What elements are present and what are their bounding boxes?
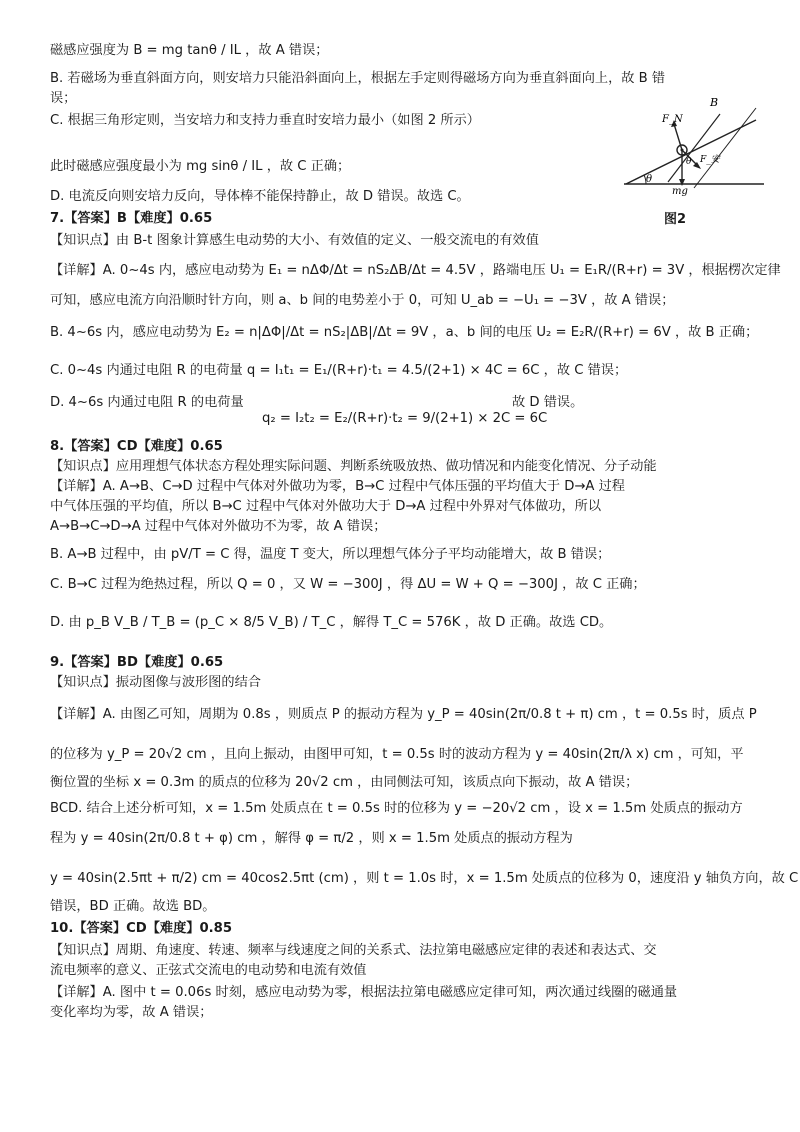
text-line: 衡位置的坐标 x = 0.3m 的质点的位移为 20√2 cm ，由同侧法可知，该质点向下振动，故 A 错误； [50, 775, 639, 790]
text-line: B. A→B 过程中，由 pV/T = C 得，温度 T 变大，所以理想气体分子平均动能增大，故 B 错误； [50, 547, 611, 562]
answer-header-9: 9.【答案】BD【难度】0.65 [50, 655, 224, 670]
knowledge-point-8: 【知识点】应用理想气体状态方程处理实际问题、判断系统吸放热、做功情况和内能变化情况、分子动能 [50, 459, 657, 474]
text-line: 【详解】A. 由图乙可知，周期为 0.8s ，则质点 P 的振动方程为 y_P = 40sin(2π/0.8 t + π) cm ，t = 0.5s 时，质点 P [50, 707, 757, 722]
knowledge-point-7: 【知识点】由 B-t 图象计算感生电动势的大小、有效值的定义、一般交流电的有效值 [50, 233, 539, 248]
answer-header-7: 7.【答案】B【难度】0.65 [50, 211, 213, 226]
text-line: D. 由 p_B V_B / T_B = (p_C × 8/5 V_B) / T_C ，解得 T_C = 576K ，故 D 正确。故选 CD。 [50, 615, 613, 630]
text-line: B. 4~6s 内，感应电动势为 E₂ = n|ΔΦ|/Δt = nS₂|ΔB|/Δt = 9V ，a、b 间的电压 U₂ = E₂R/(R+r) = 6V ，故 B 正确； [50, 325, 759, 340]
text-line: 流电频率的意义、正弦式交流电的电动势和电流有效值 [50, 963, 367, 978]
text-line: 错误，BD 正确。故选 BD。 [50, 899, 216, 914]
formula-line: q₂ = I₂t₂ = E₂/(R+r)·t₂ = 9/(2+1) × 2C = 6C [262, 411, 548, 426]
theta-label: θ [646, 174, 653, 185]
text-line: 【详解】A. 图中 t = 0.06s 时刻，感应电动势为零，根据法拉第电磁感应定律可知，两次通过线圈的磁通量 [50, 985, 678, 1000]
figure-2-force-diagram [616, 96, 766, 228]
text-line: C. 0~4s 内通过电阻 R 的电荷量 q = I₁t₁ = E₁/(R+r)·t₁ = 4.5/(2+1) × 4C = 6C ，故 C 错误； [50, 363, 628, 378]
theta2-label: θ [686, 157, 692, 167]
text-line: 故 D 错误。 [512, 395, 584, 410]
force-diagram-svg [616, 96, 766, 228]
knowledge-point-9: 【知识点】振动图像与波形图的结合 [50, 675, 261, 690]
text-line: A→B→C→D→A 过程中气体对外做功不为零，故 A 错误； [50, 519, 387, 534]
text-line: B. 若磁场为垂直斜面方向，则安培力只能沿斜面向上，根据左手定则得磁场方向为垂直斜面向上，故 B 错 [50, 71, 666, 86]
fn-label: F_N [662, 114, 683, 125]
b-field-line-2 [694, 108, 756, 188]
fan-label: F_安 [700, 155, 720, 165]
text-line: 误； [50, 91, 77, 106]
text-line: 磁感应强度为 B = mg tanθ / IL ，故 A 错误； [50, 43, 329, 58]
text-line: 可知，感应电流方向沿顺时针方向，则 a、b 间的电势差小于 0，可知 U_ab = −U₁ = −3V ，故 A 错误； [50, 293, 675, 308]
text-line: BCD. 结合上述分析可知，x = 1.5m 处质点在 t = 0.5s 时的位移为 y = −20√2 cm ，设 x = 1.5m 处质点的振动方 [50, 801, 743, 816]
text-line: 此时磁感应强度最小为 mg sinθ / IL ，故 C 正确； [50, 159, 351, 174]
text-line: C. 根据三角形定则，当安培力和支持力垂直时安培力最小（如图 2 所示） [50, 113, 480, 128]
text-line: D. 电流反向则安培力反向，导体棒不能保持静止，故 D 错误。故选 C。 [50, 189, 470, 204]
text-line: 程为 y = 40sin(2π/0.8 t + φ) cm ，解得 φ = π/2 ，则 x = 1.5m 处质点的振动方程为 [50, 831, 573, 846]
answer-header-10: 10.【答案】CD【难度】0.85 [50, 921, 233, 936]
text-line: 【详解】A. 0~4s 内，感应电动势为 E₁ = nΔΦ/Δt = nS₂ΔB/Δt = 4.5V ，路端电压 U₁ = E₁R/(R+r) = 3V ，根据楞次定律 [50, 263, 781, 278]
mg-arrowhead [679, 179, 685, 186]
text-line: 变化率均为零，故 A 错误； [50, 1005, 213, 1020]
text-line: 【详解】A. A→B、C→D 过程中气体对外做功为零，B→C 过程中气体压强的平均值大于 D→A 过程 [50, 479, 625, 494]
text-line: C. B→C 过程为绝热过程，所以 Q = 0 ，又 W = −300J ，得 ΔU = W + Q = −300J ，故 C 正确； [50, 577, 646, 592]
answer-header-8: 8.【答案】CD【难度】0.65 [50, 439, 223, 454]
figure-caption: 图2 [664, 212, 687, 227]
text-line: D. 4~6s 内通过电阻 R 的电荷量 [50, 395, 244, 410]
mg-label: mg [672, 186, 688, 197]
knowledge-point-10: 【知识点】周期、角速度、转速、频率与线速度之间的关系式、法拉第电磁感应定律的表述和表达式、交 [50, 943, 657, 958]
text-line: 中气体压强的平均值，所以 B→C 过程中气体对外做功大于 D→A 过程中外界对气体做功，所以 [50, 499, 602, 514]
b-label: B [710, 96, 719, 109]
text-line: y = 40sin(2.5πt + π/2) cm = 40cos2.5πt (cm) ，则 t = 1.0s 时，x = 1.5m 处质点的位移为 0，速度沿 y 轴负方向，故 C [50, 871, 799, 886]
text-line: 的位移为 y_P = 20√2 cm ，且向上振动，由图甲可知，t = 0.5s 时的波动方程为 y = 40sin(2π/λ x) cm ，可知，平 [50, 747, 744, 762]
